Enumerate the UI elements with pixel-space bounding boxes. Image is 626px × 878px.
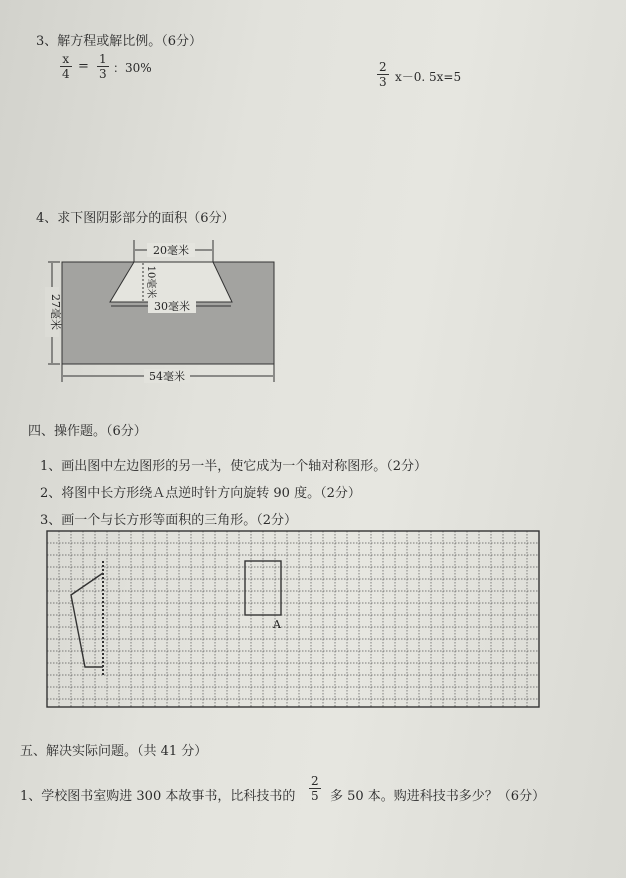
grid-lines [47, 531, 539, 707]
sec5-q1-fraction-2-over-5: $\frac{2}{5}$ [311, 774, 319, 803]
section-4-item-2: 2、将图中长方形绕Ａ点逆时针方向旋转 90 度。（2分） [40, 486, 361, 501]
section-4-title: 四、操作题。（6分） [28, 424, 147, 439]
half-shape [71, 573, 103, 667]
grid-drawing-area[interactable] [42, 526, 544, 714]
bottom-label: 30毫米 [154, 300, 190, 313]
shaded-area-figure [40, 232, 290, 392]
q3-eq1-ratio: ：30% [113, 61, 152, 75]
top-label: 20毫米 [153, 244, 189, 257]
q3-eq2-fraction-2-over-3: $\frac{2}{3}$ [379, 60, 387, 89]
q3-eq1-fraction-1-over-3: $\frac{1}{3}$ [99, 52, 107, 81]
sec5-q1-text-after: 多 50 本。购进科技书多少？（6分） [330, 789, 546, 804]
q3-eq1-equals: = [78, 59, 89, 74]
q4-title: 4、求下图阴影部分的面积（6分） [36, 211, 235, 226]
section-4-item-1: 1、画出图中左边图形的另一半，使它成为一个轴对称图形。（2分） [40, 459, 428, 474]
q3-title: 3、解方程或解比例。（6分） [36, 34, 203, 49]
side-label: 27毫米 [49, 294, 62, 330]
base-label: 54毫米 [149, 370, 185, 383]
height-label: 10毫米 [145, 265, 156, 299]
q3-eq1-fraction-x-over-4: $\frac{x}{4}$ [62, 52, 70, 81]
sec5-q1-text-before: 1、学校图书室购进 300 本故事书，比科技书的 [20, 789, 296, 804]
grid-border [47, 531, 539, 707]
section-5-title: 五、解决实际问题。（共 41 分） [20, 744, 208, 759]
section-4-item-3: 3、画一个与长方形等面积的三角形。（2分） [40, 513, 298, 528]
point-a-label: A [273, 618, 281, 631]
q3-eq2-expression: x－0. 5x=5 [395, 70, 462, 84]
